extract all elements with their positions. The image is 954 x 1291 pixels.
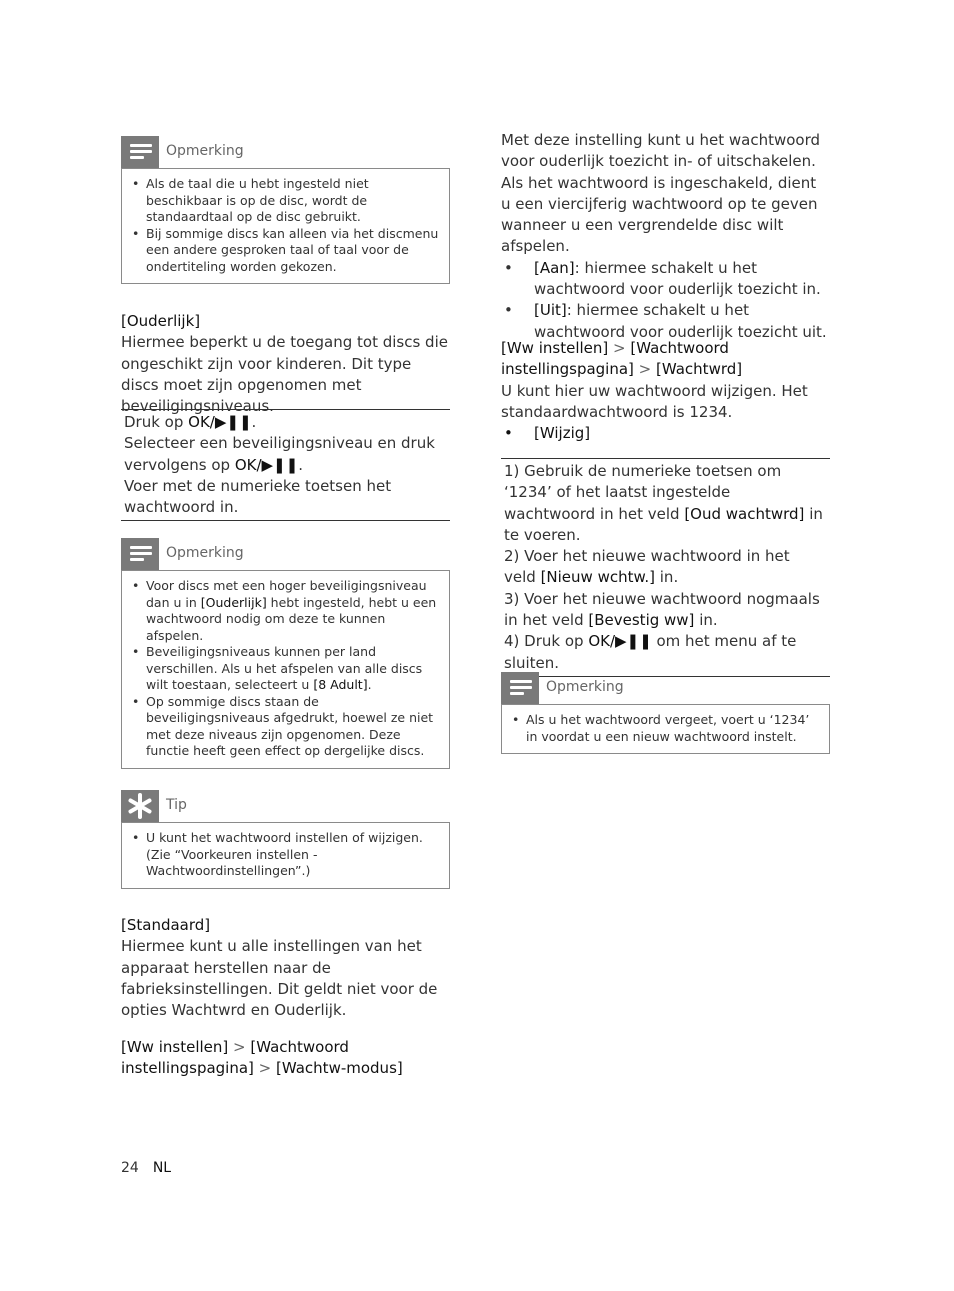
menu-path: [Ww instellen] > [Wachtwoord instellingspagina] > [Wachtwrd]: [501, 339, 743, 379]
list-item: • Bij sommige discs kan alleen via het discmenu een andere gesproken taal of taal voor de ondertiteling worden gekozen.: [130, 226, 443, 276]
tip-box: [121, 790, 450, 889]
note-icon: [121, 538, 159, 570]
note-box-language: [121, 136, 450, 284]
ouderlijk-section: [121, 311, 450, 417]
section-text: Hiermee beperkt u de toegang tot discs die ongeschikt zijn voor kinderen. Dit type discs moet zijn opgenomen met beveiligingsniveaus.: [121, 333, 448, 416]
step-3: Voer met de numerieke toetsen het wachtwoord in.: [124, 476, 392, 517]
section-heading: [Ouderlijk]: [121, 312, 201, 330]
note-box-forgot: [501, 672, 830, 754]
list-item: • [Wijzig]: [501, 423, 830, 444]
note-title: Opmerking: [166, 143, 244, 159]
note-box-levels: [121, 538, 450, 769]
step-1: 1) Gebruik de numerieke toetsen om ‘1234’ of het laatst ingestelde wachtwoord in het veld [Oud wachtwrd] in te voeren.: [504, 462, 823, 544]
list-item: • Als u het wachtwoord vergeet, voert u ‘1234’ in voordat u een nieuw wachtwoord instelt.: [510, 712, 823, 745]
asterisk-icon: [121, 790, 159, 822]
step-2: 2) Voer het nieuwe wachtwoord in het veld [Nieuw wchtw.] in.: [504, 547, 790, 587]
section-text: U kunt hier uw wachtwoord wijzigen. Het standaardwachtwoord is 1234.: [501, 381, 808, 421]
key-label: OK/▶❚❚: [188, 413, 252, 431]
language-code: NL: [152, 1160, 172, 1176]
steps-ouderlijk: [121, 409, 450, 521]
wachtwrd-section: [501, 338, 830, 444]
section-text: Hiermee kunt u alle instellingen van het apparaat herstellen naar de fabrieksinstellingen. Dit geldt niet voor de opties Wachtwrd en Ouderlijk.: [121, 937, 438, 1020]
standaard-section: [121, 915, 450, 1021]
steps-change-password: [501, 458, 830, 677]
step-1: Druk op OK/▶❚❚.: [124, 413, 257, 431]
section-heading: [Standaard]: [121, 916, 211, 934]
intro-text: Met deze instelling kunt u het wachtwoord voor ouderlijk toezicht in- of uitschakelen. Als het wachtwoord is ingeschakeld, dient u een viercijferig wachtwoord op te geven wanneer u een vergrendelde disc wilt afspelen.: [501, 131, 821, 256]
step-4: 4) Druk op OK/▶❚❚ om het menu af te sluiten.: [504, 632, 797, 672]
note-title: Opmerking: [546, 679, 624, 695]
note-icon: [121, 136, 159, 168]
tip-header: [121, 790, 450, 822]
list-item: • Op sommige discs staan de beveiligingsniveaus afgedrukt, hoewel ze niet met deze niveaus zijn opgenomen. Deze functie heeft geen effect op dergelijke discs.: [130, 694, 443, 760]
list-item: • Beveiligingsniveaus kunnen per land verschillen. Als u het afspelen van alle discs wilt toestaan, selecteert u [8 Adult].: [130, 644, 443, 694]
wachtwoord-mode-section: [501, 130, 830, 343]
list-item: • Voor discs met een hoger beveiligingsniveau dan u in [Ouderlijk] hebt ingesteld, hebt u een wachtwoord nodig om deze te kunnen afspelen.: [130, 578, 443, 644]
step-2: Selecteer een beveiligingsniveau en druk vervolgens op OK/▶❚❚.: [124, 434, 435, 474]
note-header: [121, 538, 450, 570]
page-footer: [121, 1160, 171, 1176]
note-title: Opmerking: [166, 545, 244, 561]
list-item: • [Aan]: hiermee schakelt u het wachtwoord voor ouderlijk toezicht in.: [501, 258, 830, 301]
list-item: • Als de taal die u hebt ingesteld niet beschikbaar is op de disc, wordt de standaardtaal op de disc gebruikt.: [130, 176, 443, 226]
key-label: OK/▶❚❚: [234, 455, 299, 474]
note-body: [501, 704, 830, 754]
list-item: • U kunt het wachtwoord instellen of wijzigen. (Zie “Voorkeuren instellen - Wachtwoordinstellingen”.): [130, 830, 443, 880]
step-3: 3) Voer het nieuwe wachtwoord nogmaals in het veld [Bevestig ww] in.: [504, 589, 820, 630]
note-icon: [501, 672, 539, 704]
note-header: [121, 136, 450, 168]
tip-body: [121, 822, 450, 889]
list-item: • [Uit]: hiermee schakelt u het wachtwoord voor ouderlijk toezicht uit.: [501, 300, 830, 343]
note-body: [121, 168, 450, 284]
note-body: [121, 570, 450, 769]
menu-path: [Ww instellen] > [Wachtwoord instellingspagina] > [Wachtw-modus]: [121, 1038, 403, 1078]
page-number: 24: [121, 1160, 139, 1176]
note-header: [501, 672, 830, 704]
tip-title: Tip: [166, 797, 187, 813]
